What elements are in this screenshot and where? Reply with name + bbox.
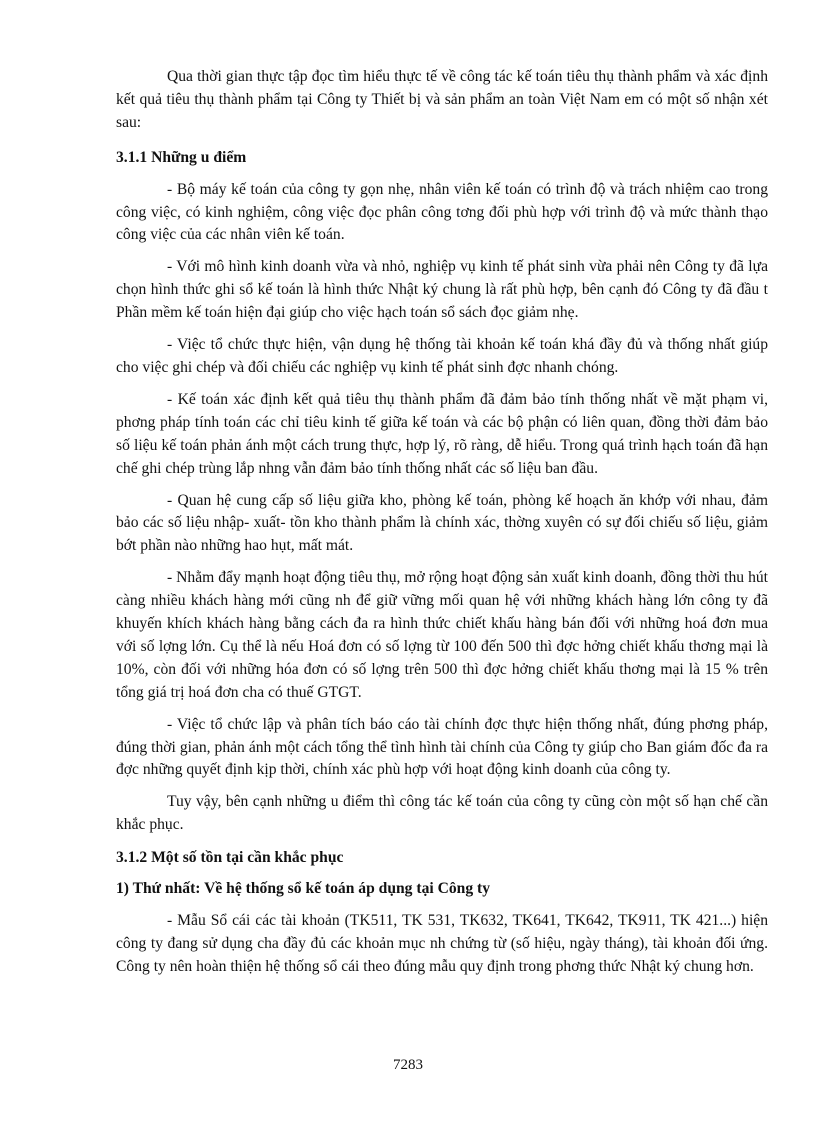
- transition-paragraph: Tuy vậy, bên cạnh những u điểm thì công tác kế toán của công ty cũng còn một số hạn chế cần khắc phục.: [116, 793, 768, 834]
- advantage-paragraph-6: - Nhằm đẩy mạnh hoạt động tiêu thụ, mở rộng hoạt động sản xuất kinh doanh, đồng thời thu hút càng nhiều khách hàng mới cũng nh để giữ vững mối quan hệ với những khách hàng lớn công ty đã khuyến khích khách hàng bằng cách đa ra hình thức chiết khấu hàng bán đối với những hoá đơn mua với số lợng lớn. Cụ thể là nếu Hoá đơn có số lợng từ 100 đến 500 thì đợc hởng chiết khấu thơng mại là 10%, còn đối với những hóa đơn có số lợng trên 500 thì đợc hởng chiết khấu thơng mại là 15 % trên tổng giá trị hoá đơn cha có thuế GTGT.: [116, 569, 768, 701]
- subsection-heading-first: 1) Thứ nhất: Về hệ thống sổ kế toán áp dụng tại Công ty: [116, 880, 491, 898]
- advantage-paragraph-7: - Việc tổ chức lập và phân tích báo cáo tài chính đợc thực hiện thống nhất, đúng phơng pháp, đúng thời gian, phản ánh một cách tổng thể tình hình tài chính của Công ty giúp cho Ban giám đốc đa ra đợc những quyết định kịp thời, chính xác phù hợp với hoạt động kinh doanh của công ty.: [116, 715, 768, 779]
- advantage-paragraph-3: - Việc tổ chức thực hiện, vận dụng hệ thống tài khoản kế toán khá đầy đủ và thống nhất giúp cho việc ghi chép và đối chiếu các nghiệp vụ kinh tế phát sinh đợc nhanh chóng.: [116, 336, 768, 376]
- document-body: [116, 66, 768, 979]
- page-number: 7283: [393, 1057, 423, 1073]
- advantage-paragraph-2: - Với mô hình kinh doanh vừa và nhỏ, nghiệp vụ kinh tế phát sinh vừa phải nên Công ty đã lựa chọn hình thức ghi sổ kế toán là hình thức Nhật ký chung là rất phù hợp, bên cạnh đó Công ty đã đầu t Phần mềm kế toán hiện đại giúp cho việc hạch toán sổ sách đọc giảm nhẹ.: [116, 258, 768, 322]
- limitation-paragraph-1: - Mẫu Sổ cái các tài khoản (TK511, TK 531, TK632, TK641, TK642, TK911, TK 421...) hiện công ty đang sử dụng cha đầy đủ các khoản mục nh chứng từ (số hiệu, ngày tháng), tài khoản đối ứng. Công ty nên hoàn thiện hệ thống sổ cái theo đúng mẫu quy định trong phơng thức Nhật ký chung hơn.: [116, 912, 768, 975]
- section-heading-limitations: 3.1.2 Một số tồn tại cần khắc phục: [116, 849, 344, 867]
- advantage-paragraph-1: - Bộ máy kế toán của công ty gọn nhẹ, nhân viên kế toán có trình độ và trách nhiệm cao trong công việc, có kinh nghiệm, công việc đọc phân công tơng đối phù hợp với trình độ và mức thành thạo công việc của các nhân viên kế toán.: [116, 180, 768, 244]
- intro-paragraph: Qua thời gian thực tập đọc tìm hiểu thực tế về công tác kế toán tiêu thụ thành phẩm và xác định kết quả tiêu thụ thành phẩm tại Công ty Thiết bị và sản phẩm an toàn Việt Nam em có một số nhận xét sau:: [116, 68, 768, 131]
- section-heading-advantages: 3.1.1 Những u điểm: [116, 148, 247, 166]
- advantage-paragraph-5: - Quan hệ cung cấp số liệu giữa kho, phòng kế toán, phòng kế hoạch ăn khớp với nhau, đảm bảo các số liệu nhập- xuất- tồn kho thành phẩm là chính xác, thờng xuyên có sự đối chiếu số liệu, giảm bớt phần nào những hao hụt, mất mát.: [116, 491, 768, 555]
- advantage-paragraph-4: - Kế toán xác định kết quả tiêu thụ thành phẩm đã đảm bảo tính thống nhất về mặt phạm vi, phơng pháp tính toán các chỉ tiêu kinh tế giữa kế toán và các bộ phận có liên quan, đồng thời đảm bảo số liệu kế toán phản ánh một cách trung thực, hợp lý, rõ ràng, dễ hiểu. Trong quá trình hạch toán đã hạn chế ghi chép trùng lắp nhng vẫn đảm bảo tính thống nhất các số liệu ban đầu.: [116, 390, 768, 477]
